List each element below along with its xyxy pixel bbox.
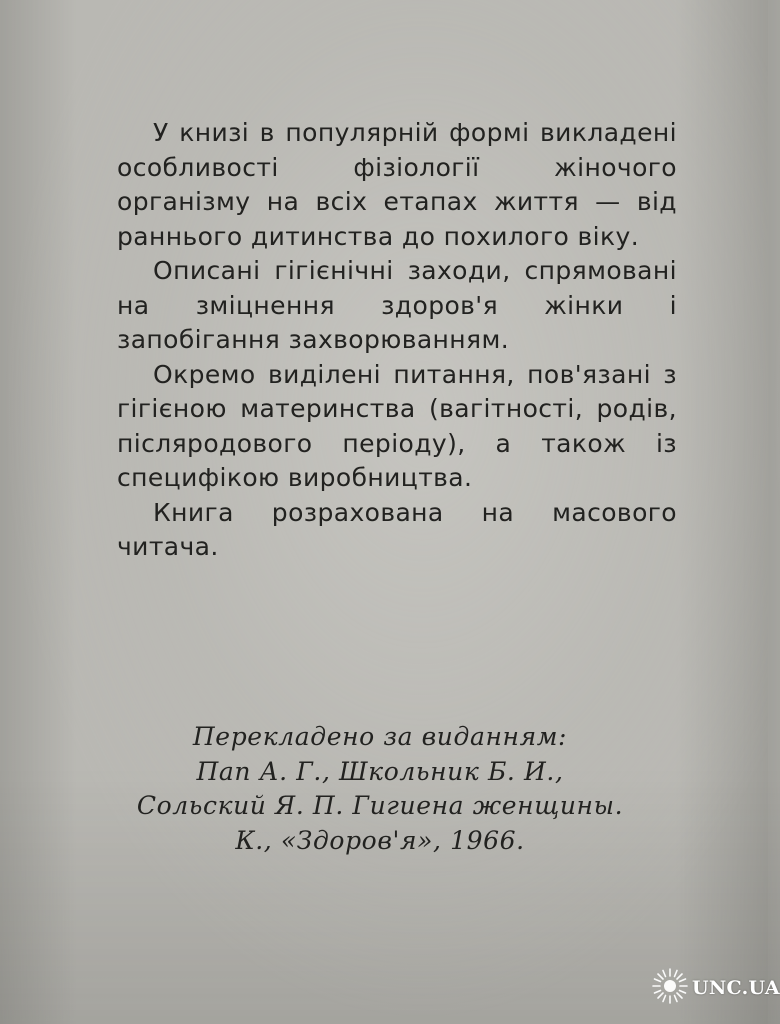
book-annotation <box>117 116 677 565</box>
translation-line: Пап А. Г., Школьник Б. И., <box>196 756 564 786</box>
annotation-paragraph: Окремо виділені питання, пов'язані з гігієною материнства (вагітності, родів, післяродового періоду), а також із специфікою виробництва. <box>117 359 677 492</box>
watermark-text: UNC.UA <box>692 977 780 999</box>
translation-line: К., «Здоров'я», 1966. <box>235 825 525 855</box>
translation-note <box>100 720 660 858</box>
annotation-paragraph: У книзі в популярній формі викладені особливості фізіології жіночого організму на всіх етапах життя — від раннього дитинства до похилого віку. <box>117 118 677 251</box>
watermark <box>650 960 780 1016</box>
annotation-paragraph: Описані гігієнічні заходи, спрямовані на зміцнення здоров'я жінки і запобігання захворюванням. <box>117 256 677 354</box>
sun-icon <box>650 966 690 1010</box>
translation-line: Сольский Я. П. Гигиена женщины. <box>136 791 624 820</box>
annotation-paragraph: Книга розрахована на масового читача. <box>117 497 677 561</box>
translation-line: Перекладено за виданням: <box>192 722 568 751</box>
